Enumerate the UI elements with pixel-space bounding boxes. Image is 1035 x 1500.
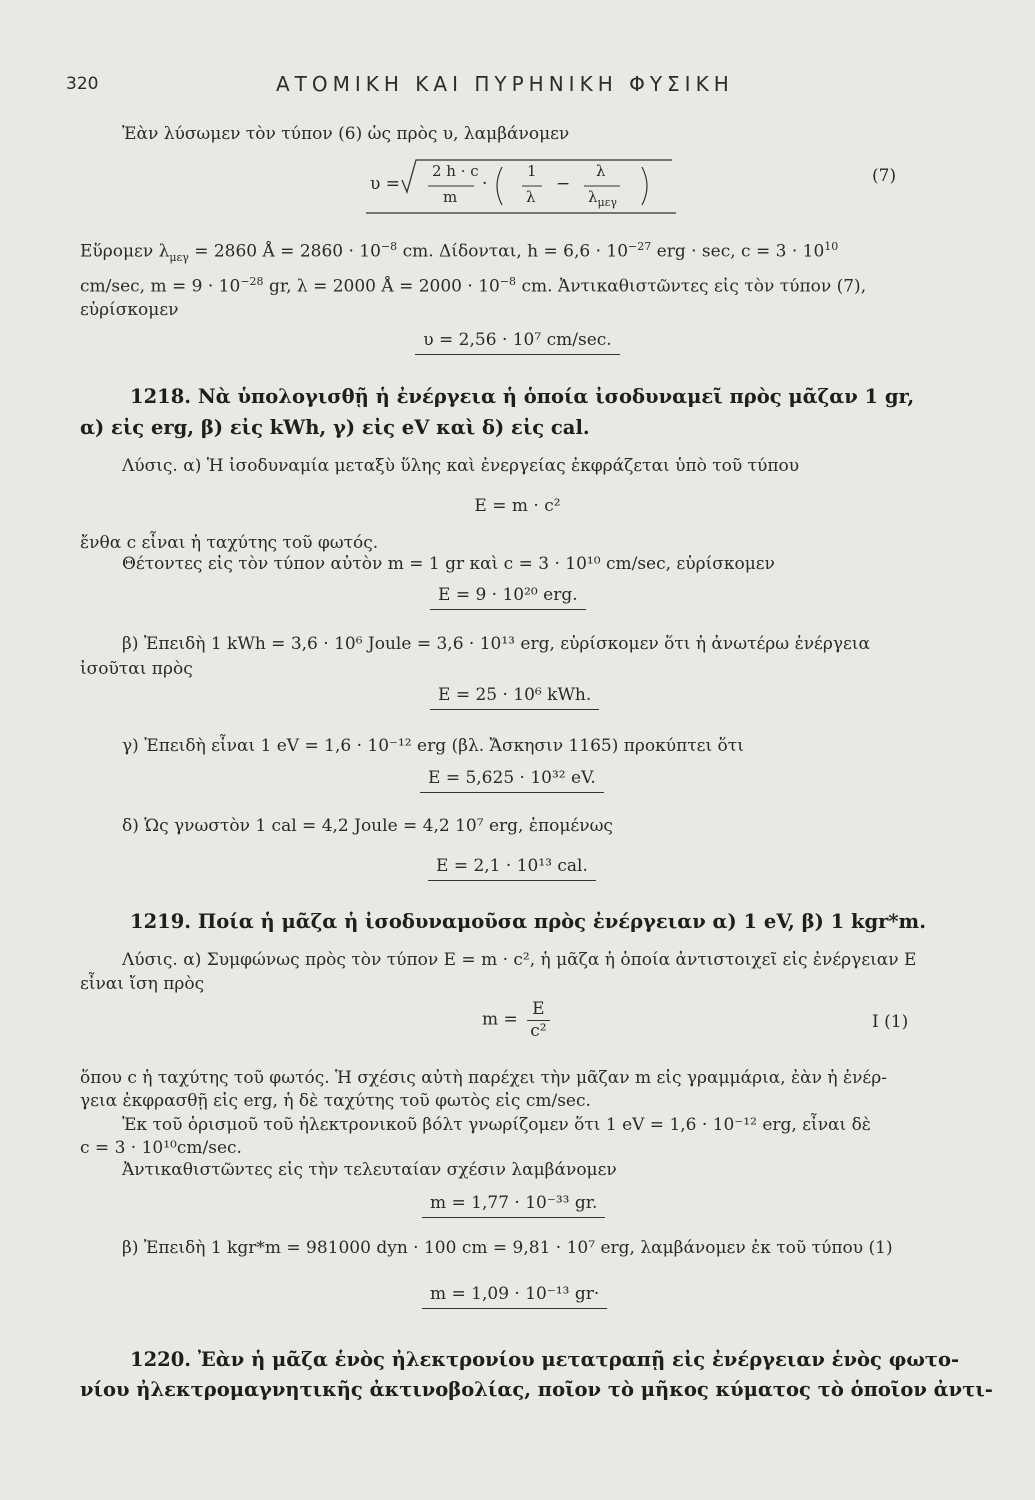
- p1219-line-6: c = 3 · 10¹⁰cm/sec.: [80, 1138, 242, 1158]
- problem-1218-title-2: α) εἰς erg, β) εἰς kWh, γ) εἰς eV καὶ δ) εἰς cal.: [80, 416, 590, 439]
- intro-line: Ἐὰν λύσωμεν τὸν τύπον (6) ὡς πρὸς υ, λαμβάνομεν: [122, 124, 570, 144]
- equation-number-1: I (1): [872, 1012, 909, 1032]
- equation-e-mc2: E = m · c²: [474, 496, 561, 516]
- intro-line-3: εὑρίσκομεν: [80, 300, 179, 320]
- intro-result: υ = 2,56 · 10⁷ cm/sec.: [0, 330, 1035, 355]
- formula-7: υ = 2 h · c m · 1 λ − λ $\lambda_{\mu\varepsilon\gamma}$: [366, 150, 676, 216]
- intro-found-line: Εὕρομεν $\lambda_{\mu\varepsilon\gamma} = 2860$ Å = $2860 \cdot 10^{-8}$ cm. Δίδονται, $h = 6,6 \cdot 10^{-27}$ erg · sec, $c = 3 \cdot 10^{10}$: [80, 240, 839, 265]
- equation-number-7: (7): [872, 166, 897, 186]
- equation-m-e-c2: m = $\frac{E}{\text{c²}}$: [482, 1000, 550, 1040]
- running-header: ΑΤΟΜΙΚΗ ΚΑΙ ΠΥΡΗΝΙΚΗ ΦΥΣΙΚΗ: [276, 72, 734, 96]
- problem-1219-solution: Λύσις. α) Συμφώνως πρὸς τὸν τύπον E = m · c², ἡ μᾶζα ἡ ὁποία ἀντιστοιχεῖ εἰς ἐνέργειαν E: [122, 950, 917, 970]
- intro-line-2: cm/sec, $m = 9 \cdot 10^{-28}$ gr, λ = 2000 Å = $2000 \cdot 10^{-8}$ cm. Ἀντικαθιστῶντες εἰς τὸν τύπον (7),: [80, 275, 867, 297]
- p1218-gamma-line: γ) Ἐπειδὴ εἶναι 1 eV = 1,6 · 10⁻¹² erg (βλ. Ἄσκησιν 1165) προκύπτει ὅτι: [122, 736, 744, 756]
- p1218-line-2: Θέτοντες εἰς τὸν τύπον αὐτὸν m = 1 gr καὶ c = 3 · 10¹⁰ cm/sec, εὑρίσκομεν: [122, 554, 775, 574]
- p1219-line-5: Ἐκ τοῦ ὁρισμοῦ τοῦ ἠλεκτρονικοῦ βόλτ γνωρίζομεν ὅτι 1 eV = 1,6 · 10⁻¹² erg, εἶναι δὲ: [122, 1115, 871, 1135]
- p1219-line-7: Ἀντικαθιστῶντες εἰς τὴν τελευταίαν σχέσιν λαμβάνομεν: [122, 1160, 617, 1180]
- p1218-result-ev: E = 5,625 · 10³² eV.: [420, 768, 604, 793]
- page-number: 320: [66, 74, 99, 94]
- problem-1220-title-1: 1220. Ἐὰν ἡ μᾶζα ἑνὸς ἠλεκτρονίου μετατραπῇ εἰς ἐνέργειαν ἑνὸς φωτο-: [130, 1348, 960, 1371]
- p1218-beta-line-2: ἰσοῦται πρὸς: [80, 659, 193, 679]
- p1218-beta-line: β) Ἐπειδὴ 1 kWh = 3,6 · 10⁶ Joule = 3,6 · 10¹³ erg, εὑρίσκομεν ὅτι ἡ ἀνωτέρω ἐνέργεια: [122, 634, 870, 654]
- p1218-line-1: ἔνθα c εἶναι ἡ ταχύτης τοῦ φωτός.: [80, 533, 379, 553]
- problem-1218-title-1: 1218. Νὰ ὑπολογισθῇ ἡ ἐνέργεια ἡ ὁποία ἰσοδυναμεῖ πρὸς μᾶζαν 1 gr,: [130, 385, 915, 408]
- p1218-result-kwh: E = 25 · 10⁶ kWh.: [430, 685, 599, 710]
- p1219-result-mass-kgrm: m = 1,09 · 10⁻¹³ gr·: [422, 1284, 607, 1309]
- p1218-result-erg: E = 9 · 10²⁰ erg.: [430, 585, 586, 610]
- p1219-line-3: ὅπου c ἡ ταχύτης τοῦ φωτός. Ἡ σχέσις αὐτὴ παρέχει τὴν μᾶζαν m εἰς γραμμάρια, ἐὰν ἡ ἐνέρ-: [80, 1068, 887, 1088]
- p1219-line-4: γεια ἐκφρασθῇ εἰς erg, ἡ δὲ ταχύτης τοῦ φωτὸς εἰς cm/sec.: [80, 1091, 591, 1111]
- p1218-result-cal: E = 2,1 · 10¹³ cal.: [428, 856, 596, 881]
- problem-1219-title: 1219. Ποία ἡ μᾶζα ἡ ἰσοδυναμοῦσα πρὸς ἐνέργειαν α) 1 eV, β) 1 kgr*m.: [130, 910, 926, 933]
- p1219-line-2: εἶναι ἴση πρὸς: [80, 974, 205, 994]
- problem-1218-solution: Λύσις. α) Ἡ ἰσοδυναμία μεταξὺ ὕλης καὶ ἐνεργείας ἐκφράζεται ὑπὸ τοῦ τύπου: [122, 456, 800, 476]
- p1218-delta-line: δ) Ὡς γνωστὸν 1 cal = 4,2 Joule = 4,2 10⁷ erg, ἑπομένως: [122, 816, 613, 836]
- p1219-result-mass-ev: m = 1,77 · 10⁻³³ gr.: [422, 1193, 605, 1218]
- problem-1220-title-2: νίου ἠλεκτρομαγνητικῆς ἀκτινοβολίας, ποῖον τὸ μῆκος κύματος τὸ ὁποῖον ἀντι-: [80, 1378, 993, 1401]
- formula-7-svg: [366, 150, 676, 216]
- p1219-beta-line: β) Ἐπειδὴ 1 kgr*m = 981000 dyn · 100 cm = 9,81 · 10⁷ erg, λαμβάνομεν ἐκ τοῦ τύπου (1): [122, 1238, 893, 1258]
